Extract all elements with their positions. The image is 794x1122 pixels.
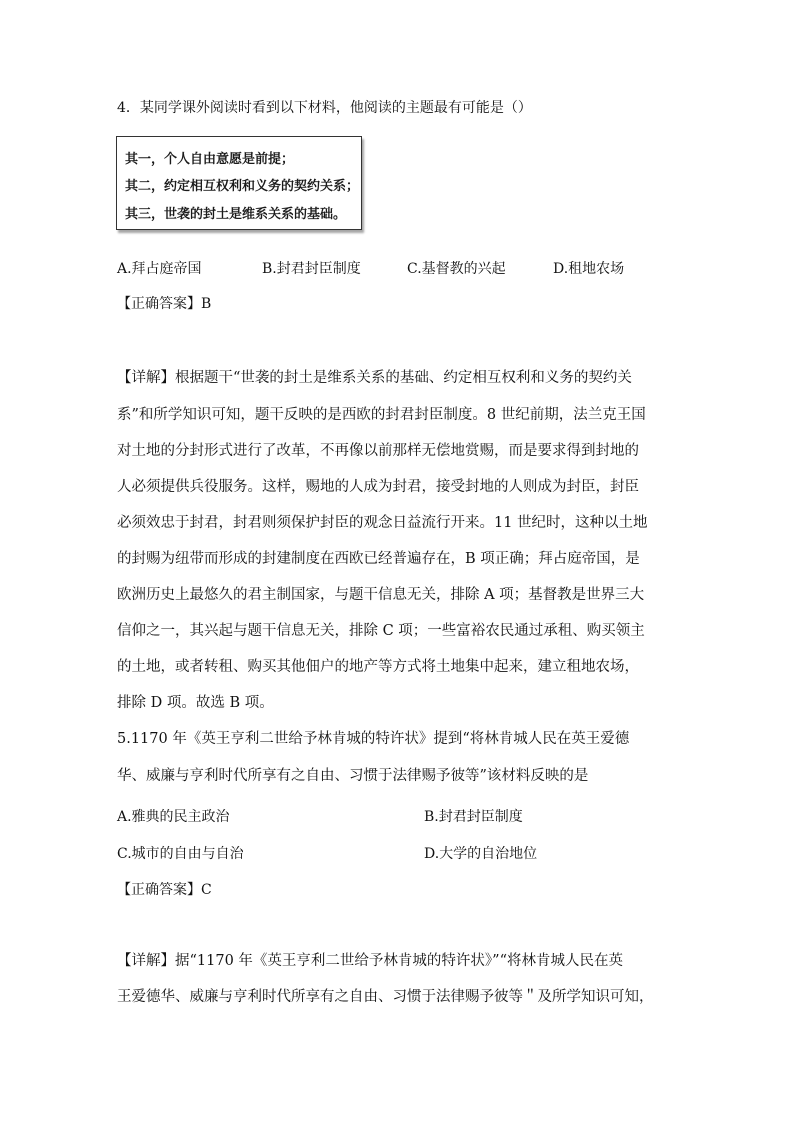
- q5-explanation-line: 【详解】据“1170 年《英王亨利二世给予林肯城的特许状》”“将林肯城人民在英: [117, 953, 623, 969]
- q5-option-a: A.雅典的民主政治: [117, 809, 230, 825]
- q5-option-d: D.大学的自治地位: [424, 846, 538, 862]
- q4-correct-answer: 【正确答案】B: [117, 296, 212, 312]
- q4-option-c: C.基督教的兴起: [407, 261, 506, 277]
- q4-explanation-line: 排除 D 项。故选 B 项。: [117, 695, 274, 711]
- q5-explanation-line: 王爱德华、威廉与亨利时代所享有之自由、习惯于法律赐予彼等＂及所学知识可知，: [117, 989, 654, 1005]
- material-line-3: 其三，世袭的封土是维系关系的基础。: [125, 207, 347, 222]
- q4-option-a: A.拜占庭帝国: [117, 261, 202, 277]
- q4-explanation-line: 必须效忠于封君，封君则须保护封臣的观念日益流行开来。11 世纪时，这种以土地: [117, 515, 648, 531]
- q4-explanation-line: 对土地的分封形式进行了改革，不再像以前那样无偿地赏赐，而是要求得到封地的: [117, 443, 639, 459]
- question-4-stem: 4．某同学课外阅读时看到以下材料，他阅读的主题最有可能是（）: [117, 100, 532, 116]
- q4-explanation-line: 人必须提供兵役服务。这样，赐地的人成为封君，接受封地的人则成为封臣，封臣: [117, 479, 639, 495]
- q5-correct-answer: 【正确答案】C: [117, 882, 212, 898]
- q4-explanation-line: 欧洲历史上最悠久的君主制国家，与题干信息无关，排除 A 项；基督教是世界三大: [117, 587, 645, 603]
- material-box: [116, 136, 362, 230]
- question-5-stem-line-2: 华、威廉与亨利时代所享有之自由、习惯于法律赐予彼等”该材料反映的是: [117, 768, 589, 784]
- q5-option-c: C.城市的自由与自治: [117, 846, 244, 862]
- q4-explanation-line: 的封赐为纽带而形成的封建制度在西欧已经普遍存在，B 项正确；拜占庭帝国，是: [117, 551, 640, 567]
- q4-explanation-line: 系”和所学知识可知，题干反映的是西欧的封君封臣制度。8 世纪前期，法兰克王国: [117, 407, 646, 423]
- q4-option-d: D.租地农场: [553, 261, 625, 277]
- q4-option-b: B.封君封臣制度: [262, 261, 361, 277]
- q4-explanation-line: 【详解】根据题干“世袭的封土是维系关系的基础、约定相互权利和义务的契约关: [117, 370, 632, 386]
- q4-explanation-line: 信仰之一，其兴起与题干信息无关，排除 C 项；一些富裕农民通过承租、购买领主: [117, 623, 645, 639]
- material-line-1: 其一，个人自由意愿是前提；: [125, 152, 295, 167]
- question-5-stem-line-1: 5.1170 年《英王亨利二世给予林肯城的特许状》提到“将林肯城人民在英王爱德: [117, 731, 630, 747]
- material-line-2: 其二，约定相互权利和义务的契约关系；: [125, 179, 360, 194]
- q5-option-b: B.封君封臣制度: [424, 809, 523, 825]
- q4-explanation-line: 的土地，或者转租、购买其他佃户的地产等方式将土地集中起来，建立租地农场，: [117, 659, 639, 675]
